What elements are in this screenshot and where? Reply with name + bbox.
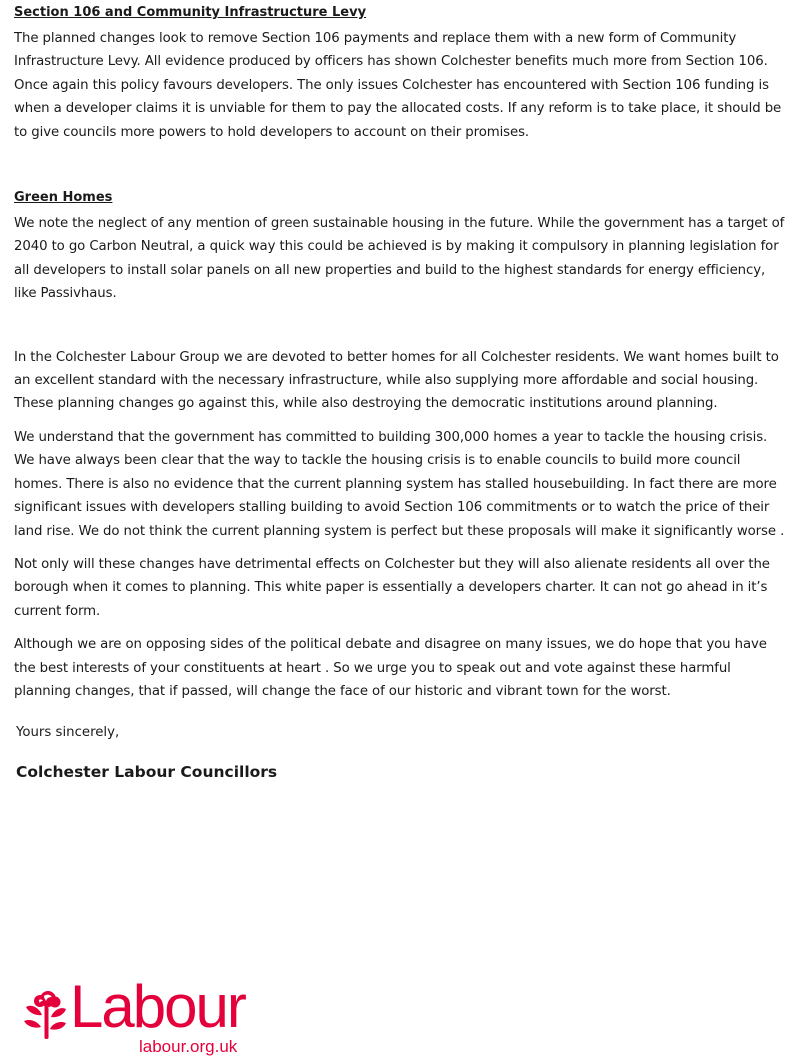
closing-salutation: Yours sincerely, [16,725,120,741]
paragraph-conclusion-3: Not only will these changes have detrimental effects on Colchester but they will also alienate residents all over the borough when it comes to planning. This white paper is essentially a developers charter. It can not go ahead in it’s current form. [14,556,770,619]
labour-logo [22,973,282,1057]
labour-url: labour.org.uk [139,1037,238,1056]
paragraph-green-homes: We note the neglect of any mention of green sustainable housing in the future. While the government has a target of 2040 to go Carbon Neutral, a quick way this could be achieved is by making it compulsory in planning legislation for all developers to install solar panels on all new properties and build to the highest standards for energy efficiency, like Passivhaus. [14,216,785,302]
section-heading-green-homes: Green Homes [14,190,113,206]
paragraph-conclusion-4: Although we are on opposing sides of the political debate and disagree on many issues, we do hope that you have the best interests of your constituents at heart . So we urge you to speak out and vote against these harmful planning changes, that if passed, will change the face of our historic and vibrant town for the worst. [14,637,767,699]
section-heading-s106: Section 106 and Community Infrastructure Levy [14,5,367,20]
paragraph-conclusion-1: In the Colchester Labour Group we are devoted to better homes for all Colchester residents. We want homes built to an excellent standard with the necessary infrastructure, while also supplying more affordable and social housing. These planning changes go against this, while also destroying the democratic institutions around planning. [14,349,779,412]
paragraph-s106: The planned changes look to remove Section 106 payments and replace them with a new form of Community Infrastructure Levy. All evidence produced by officers has shown Colchester benefits much more from Section 106. Once again this policy favours developers. The only issues Colchester has encountered with Section 106 funding is when a developer claims it is unviable for them to pay the allocated costs. If any reform is to take place, it should be to give councils more powers to hold developers to account on their promises. [14,31,782,140]
labour-wordmark: Labour [70,973,245,1040]
signature: Colchester Labour Councillors [16,762,278,781]
letter-body [14,0,786,783]
paragraph-conclusion-2: We understand that the government has committed to building 300,000 homes a year to tackle the housing crisis. We have always been clear that the way to tackle the housing crisis is to enable councils to build more council homes. There is also no evidence that the current planning system has stalled housebuilding. In fact there are more significant issues with developers stalling building to avoid Section 106 commitments or to watch the price of their land rise. We do not think the current planning system is perfect but these proposals will make it significantly worse . [14,429,785,539]
rose-icon [22,989,70,1039]
